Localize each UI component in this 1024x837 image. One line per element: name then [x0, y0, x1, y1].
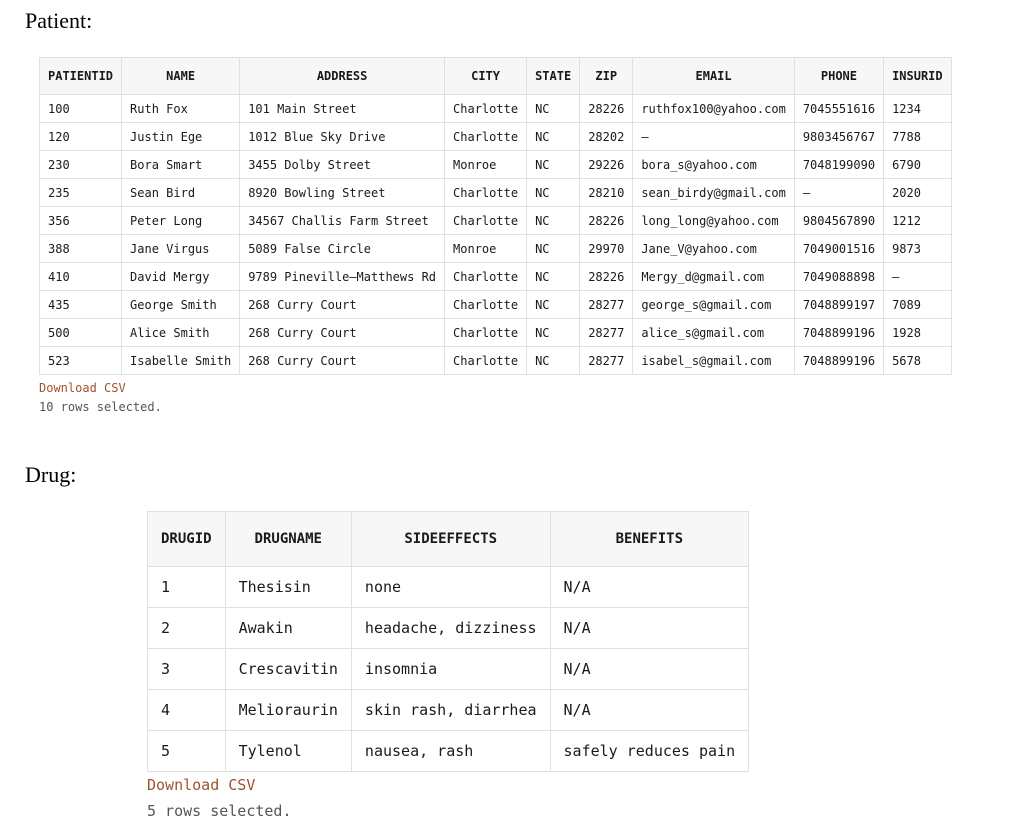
table-cell: NC — [527, 179, 580, 207]
table-cell: Monroe — [445, 235, 527, 263]
table-cell: NC — [527, 123, 580, 151]
table-cell: 5 — [148, 731, 226, 772]
column-header: ADDRESS — [240, 58, 445, 95]
table-cell: 28210 — [580, 179, 633, 207]
table-cell: Thesisin — [225, 567, 351, 608]
table-cell: NC — [527, 151, 580, 179]
table-cell: 410 — [40, 263, 122, 291]
table-cell: Alice Smith — [122, 319, 240, 347]
table-cell: skin rash, diarrhea — [351, 690, 550, 731]
table-cell: 28277 — [580, 319, 633, 347]
table-cell: 388 — [40, 235, 122, 263]
table-cell: 2 — [148, 608, 226, 649]
table-cell: 3455 Dolby Street — [240, 151, 445, 179]
table-cell: 6790 — [884, 151, 952, 179]
table-cell: Ruth Fox — [122, 95, 240, 123]
table-cell: Jane_V@yahoo.com — [633, 235, 795, 263]
table-cell: 7089 — [884, 291, 952, 319]
table-cell: 29226 — [580, 151, 633, 179]
table-cell: 101 Main Street — [240, 95, 445, 123]
table-cell: nausea, rash — [351, 731, 550, 772]
table-cell: 7048899197 — [794, 291, 883, 319]
patient-section-title: Patient: — [25, 8, 93, 33]
table-cell: 4 — [148, 690, 226, 731]
table-cell: 28277 — [580, 347, 633, 375]
drug-table — [147, 511, 749, 772]
table-cell: 9804567890 — [794, 207, 883, 235]
table-cell: – — [633, 123, 795, 151]
table-cell: headache, dizziness — [351, 608, 550, 649]
table-cell: Bora Smart — [122, 151, 240, 179]
drug-rows-selected-text: 5 rows selected. — [147, 802, 292, 820]
table-cell: 235 — [40, 179, 122, 207]
column-header: PHONE — [794, 58, 883, 95]
drug-download-csv-link[interactable]: Download CSV — [147, 776, 256, 794]
table-cell: 28277 — [580, 291, 633, 319]
table-cell: 28226 — [580, 95, 633, 123]
column-header: PATIENTID — [40, 58, 122, 95]
table-cell: Isabelle Smith — [122, 347, 240, 375]
table-cell: 7048899196 — [794, 347, 883, 375]
table-cell: 523 — [40, 347, 122, 375]
drug-header-row — [148, 512, 749, 567]
table-cell: safely reduces pain — [550, 731, 749, 772]
table-cell: Charlotte — [445, 95, 527, 123]
patient-rows-selected-text: 10 rows selected. — [39, 400, 162, 414]
table-row — [148, 649, 749, 690]
table-cell: 1212 — [884, 207, 952, 235]
table-cell: 435 — [40, 291, 122, 319]
table-cell: 7048899196 — [794, 319, 883, 347]
table-cell: Melioraurin — [225, 690, 351, 731]
table-row — [40, 235, 952, 263]
table-cell: 1012 Blue Sky Drive — [240, 123, 445, 151]
table-cell: 7045551616 — [794, 95, 883, 123]
table-cell: – — [884, 263, 952, 291]
table-row — [148, 731, 749, 772]
drug-table-body — [148, 567, 749, 772]
table-cell: Charlotte — [445, 319, 527, 347]
table-cell: Mergy_d@gmail.com — [633, 263, 795, 291]
table-cell: Tylenol — [225, 731, 351, 772]
column-header: STATE — [527, 58, 580, 95]
table-cell: bora_s@yahoo.com — [633, 151, 795, 179]
drug-section-title: Drug: — [25, 462, 77, 487]
table-cell: Sean Bird — [122, 179, 240, 207]
table-cell: 28226 — [580, 263, 633, 291]
table-cell: george_s@gmail.com — [633, 291, 795, 319]
table-cell: 1928 — [884, 319, 952, 347]
table-cell: NC — [527, 95, 580, 123]
table-cell: isabel_s@gmail.com — [633, 347, 795, 375]
table-row — [148, 690, 749, 731]
table-cell: 5089 False Circle — [240, 235, 445, 263]
table-cell: long_long@yahoo.com — [633, 207, 795, 235]
table-cell: 2020 — [884, 179, 952, 207]
table-cell: NC — [527, 263, 580, 291]
table-cell: NC — [527, 319, 580, 347]
table-cell: 9803456767 — [794, 123, 883, 151]
table-cell: 500 — [40, 319, 122, 347]
table-cell: 1234 — [884, 95, 952, 123]
column-header: SIDEEFFECTS — [351, 512, 550, 567]
table-cell: NC — [527, 207, 580, 235]
table-cell: 28202 — [580, 123, 633, 151]
table-cell: Charlotte — [445, 347, 527, 375]
table-cell: 7788 — [884, 123, 952, 151]
patient-table — [39, 57, 952, 375]
table-cell: N/A — [550, 690, 749, 731]
table-row — [40, 179, 952, 207]
table-cell: 356 — [40, 207, 122, 235]
table-cell: 28226 — [580, 207, 633, 235]
table-cell: 3 — [148, 649, 226, 690]
table-cell: NC — [527, 291, 580, 319]
table-cell: N/A — [550, 567, 749, 608]
table-cell: Charlotte — [445, 123, 527, 151]
table-cell: N/A — [550, 649, 749, 690]
patient-download-csv-link[interactable]: Download CSV — [39, 381, 126, 395]
table-cell: N/A — [550, 608, 749, 649]
table-cell: David Mergy — [122, 263, 240, 291]
table-cell: 7049001516 — [794, 235, 883, 263]
patient-table-body — [40, 95, 952, 375]
table-cell: Charlotte — [445, 207, 527, 235]
column-header: CITY — [445, 58, 527, 95]
table-cell: 9789 Pineville–Matthews Rd — [240, 263, 445, 291]
table-cell: alice_s@gmail.com — [633, 319, 795, 347]
table-row — [40, 347, 952, 375]
table-row — [40, 151, 952, 179]
table-cell: 29970 — [580, 235, 633, 263]
table-row — [148, 567, 749, 608]
table-cell: Crescavitin — [225, 649, 351, 690]
table-cell: Monroe — [445, 151, 527, 179]
table-cell: Charlotte — [445, 291, 527, 319]
table-cell: none — [351, 567, 550, 608]
column-header: DRUGID — [148, 512, 226, 567]
table-cell: ruthfox100@yahoo.com — [633, 95, 795, 123]
column-header: NAME — [122, 58, 240, 95]
table-cell: 268 Curry Court — [240, 347, 445, 375]
table-cell: NC — [527, 347, 580, 375]
table-cell: 9873 — [884, 235, 952, 263]
patient-header-row — [40, 58, 952, 95]
table-cell: Peter Long — [122, 207, 240, 235]
table-row — [148, 608, 749, 649]
table-row — [40, 207, 952, 235]
column-header: INSURID — [884, 58, 952, 95]
column-header: ZIP — [580, 58, 633, 95]
table-cell: Justin Ege — [122, 123, 240, 151]
table-cell: 230 — [40, 151, 122, 179]
table-cell: Charlotte — [445, 263, 527, 291]
table-cell: 1 — [148, 567, 226, 608]
table-cell: – — [794, 179, 883, 207]
column-header: DRUGNAME — [225, 512, 351, 567]
column-header: EMAIL — [633, 58, 795, 95]
table-cell: 7048199090 — [794, 151, 883, 179]
table-cell: 34567 Challis Farm Street — [240, 207, 445, 235]
table-cell: George Smith — [122, 291, 240, 319]
table-row — [40, 123, 952, 151]
column-header: BENEFITS — [550, 512, 749, 567]
table-cell: 5678 — [884, 347, 952, 375]
table-cell: 8920 Bowling Street — [240, 179, 445, 207]
table-cell: 100 — [40, 95, 122, 123]
table-cell: Awakin — [225, 608, 351, 649]
table-row — [40, 95, 952, 123]
table-cell: 120 — [40, 123, 122, 151]
table-cell: 268 Curry Court — [240, 319, 445, 347]
patient-table-header — [40, 58, 952, 95]
table-cell: Charlotte — [445, 179, 527, 207]
table-cell: insomnia — [351, 649, 550, 690]
table-row — [40, 263, 952, 291]
table-cell: NC — [527, 235, 580, 263]
table-row — [40, 291, 952, 319]
table-cell: 7049088898 — [794, 263, 883, 291]
drug-table-header — [148, 512, 749, 567]
table-row — [40, 319, 952, 347]
table-cell: Jane Virgus — [122, 235, 240, 263]
table-cell: sean_birdy@gmail.com — [633, 179, 795, 207]
table-cell: 268 Curry Court — [240, 291, 445, 319]
